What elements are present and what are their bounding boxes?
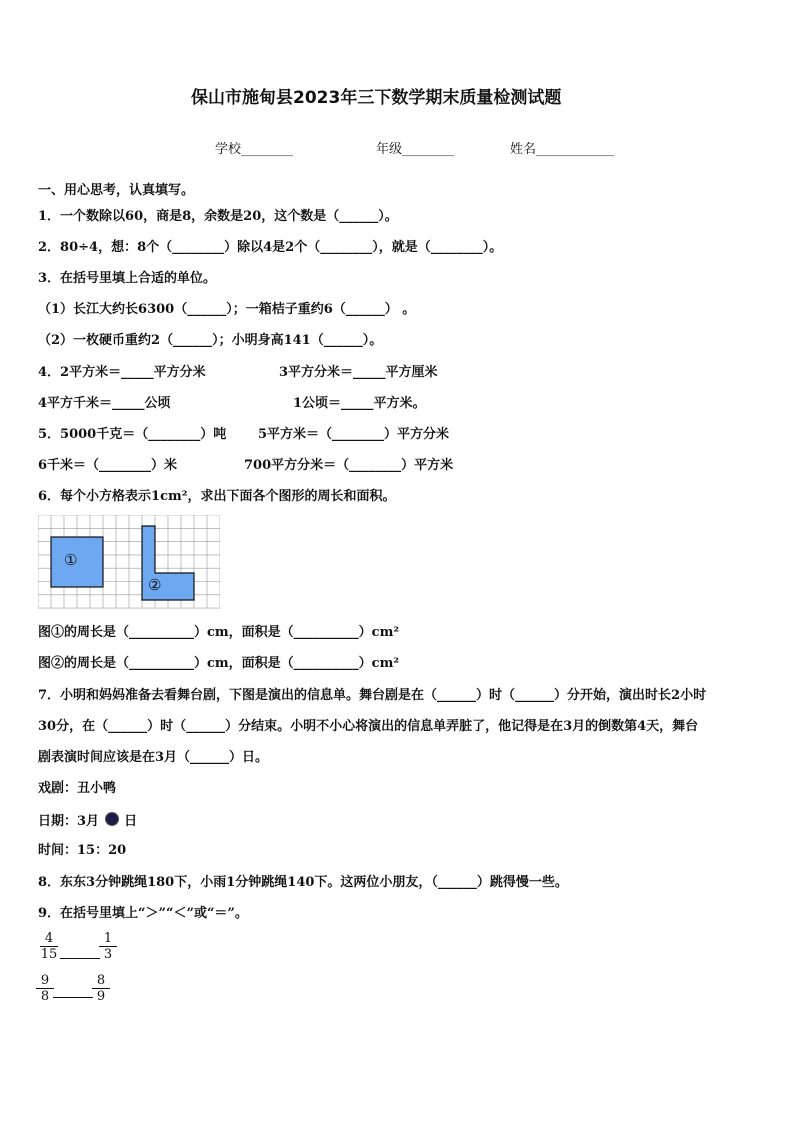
question-7-line2: 30分，在（______）时（______）分结束。小明不小心将演出的信息单弄脏了，他记得是在3月的倒数第4天，舞台 [38, 719, 699, 734]
question-4d: 1公顷＝_____平方米。 [293, 396, 426, 411]
shape-2-label: ② [148, 576, 162, 594]
grade-field[interactable]: 年级________ [376, 142, 455, 157]
fraction-r2-left: $\frac{9}{8}$ [36, 973, 54, 1004]
question-9: 9．在括号里填上“＞”“＜”或“＝”。 [38, 906, 248, 921]
question-5c: 6千米＝（________）米 [38, 458, 178, 473]
info-play: 戏剧：丑小鸭 [38, 781, 117, 796]
fraction-r1-left: $\frac{4}{15}$ [40, 931, 58, 962]
question-7-line1: 7．小明和妈妈准备去看舞台剧，下图是演出的信息单。舞台剧是在（______）时（______）分开始，演出时长2小时 [38, 688, 707, 703]
question-4c: 4平方千米＝_____公顷 [38, 396, 171, 411]
question-6-line1: 图①的周长是（__________）cm，面积是（__________）cm² [38, 625, 400, 640]
fraction-r2-right: $\frac{8}{9}$ [92, 973, 110, 1004]
compare-blank-2[interactable] [53, 997, 93, 998]
question-2: 2．80÷4，想：8个（________）除以4是2个（________），就是（________）。 [38, 240, 503, 255]
info-date-prefix: 日期：3月 [38, 814, 100, 829]
section-heading: 一、用心思考，认真填写。 [38, 183, 195, 198]
fraction-r1-right: $\frac{1}{3}$ [99, 931, 117, 962]
question-4b: 3平方分米＝_____平方厘米 [279, 365, 438, 380]
name-field[interactable]: 姓名____________ [510, 142, 615, 157]
info-date-suffix: 日 [124, 814, 138, 829]
question-6-line2: 图②的周长是（__________）cm，面积是（__________）cm² [38, 656, 400, 671]
question-5d: 700平方分米＝（________）平方米 [244, 458, 454, 473]
shape-1-label: ① [64, 551, 78, 569]
info-date [38, 812, 137, 830]
question-3b: （2）一枚硬币重约2（______）；小明身高141（______）。 [38, 333, 383, 348]
page-title: 保山市施甸县2023年三下数学期末质量检测试题 [191, 88, 562, 108]
ink-blot-icon [105, 812, 119, 826]
question-3: 3．在括号里填上合适的单位。 [38, 271, 217, 286]
question-5b: 5平方米＝（________）平方分米 [258, 427, 450, 442]
question-4a: 4．2平方米＝_____平方分米 [38, 365, 206, 380]
question-7-line3: 剧表演时间应该是在3月（______）日。 [38, 750, 269, 765]
grid-figure [38, 515, 220, 615]
school-field[interactable]: 学校________ [215, 142, 294, 157]
question-5a: 5．5000千克＝（________）吨 [38, 427, 227, 442]
compare-blank-1[interactable] [60, 958, 100, 959]
question-1: 1．一个数除以60，商是8，余数是20，这个数是（______）。 [38, 209, 398, 224]
info-time: 时间：15：20 [38, 843, 127, 858]
question-3a: （1）长江大约长6300（______）；一箱桔子重约6（______） 。 [38, 302, 416, 317]
question-8: 8．东东3分钟跳绳180下，小雨1分钟跳绳140下。这两位小朋友，（______）跳得慢一些。 [38, 875, 568, 890]
question-6: 6．每个小方格表示1cm²，求出下面各个图形的周长和面积。 [38, 489, 396, 504]
